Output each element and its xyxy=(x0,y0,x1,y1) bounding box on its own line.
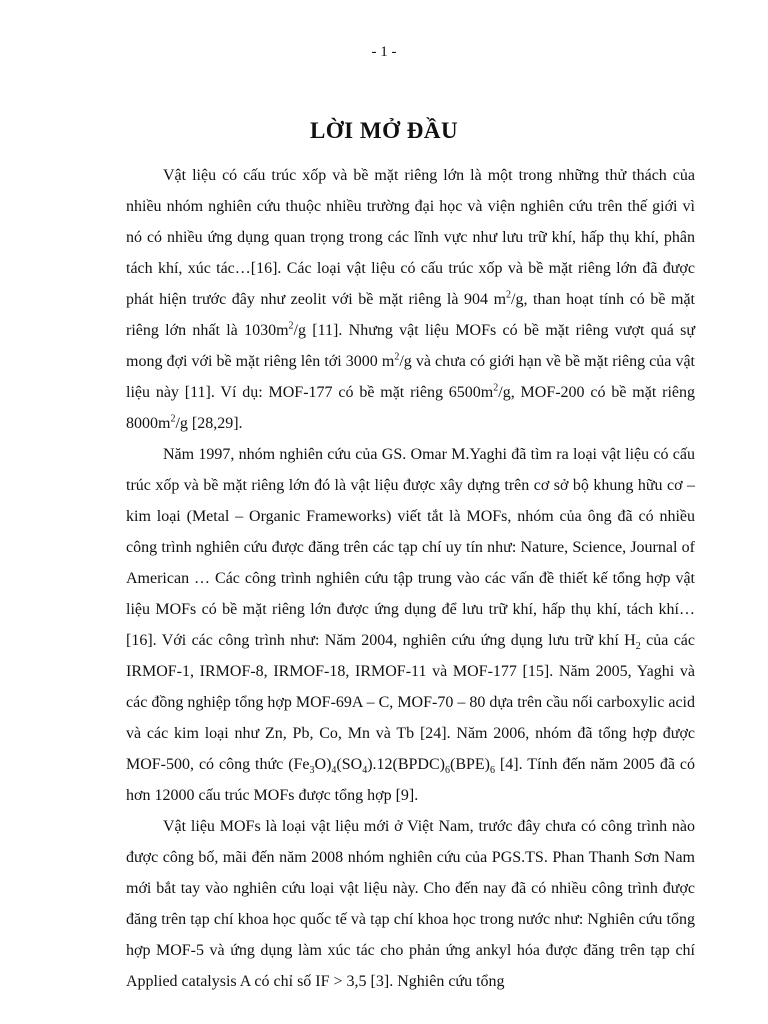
text-run: [4]. Tính đến năm 2005 đã có hơn 12000 cấu trúc MOFs được tổng hợp [9]. xyxy=(126,756,696,804)
paragraph-1 xyxy=(126,160,695,439)
superscript: 2 xyxy=(394,351,400,363)
superscript: 2 xyxy=(506,289,512,301)
text-run: O) xyxy=(314,756,332,773)
text-run: ).12(BPDC) xyxy=(367,756,445,773)
paragraph-2 xyxy=(126,439,695,811)
subscript: 6 xyxy=(444,765,450,777)
page-number: - 1 - xyxy=(371,44,397,60)
subscript: 4 xyxy=(331,765,337,777)
text-run: /g, MOF-200 có bề mặt riêng 8000m xyxy=(126,384,695,432)
paragraph-3 xyxy=(126,811,695,997)
text-run: /g và chưa có giới hạn về bề mặt riêng của vật liệu này [11]. Ví dụ: MOF-177 có bề mặt riêng 6500m xyxy=(126,353,696,401)
page-title: LỜI MỞ ĐẦU xyxy=(309,118,459,143)
document-body xyxy=(126,160,695,997)
text-run: Năm 1997, nhóm nghiên cứu của GS. Omar M.Yaghi đã tìm ra loại vật liệu có cấu trúc xốp và bề mặt riêng lớn đó là vật liệu được xây dựng trên cơ sở bộ khung hữu cơ – kim loại (Metal – Organic Frameworks) viết tắt là MOFs, nhóm của ông đã có nhiều công trình nghiên cứu được đăng trên các tạp chí uy tín như: Nature, Science, Journal of American … Các công trình nghiên cứu tập trung vào các vấn đề thiết kế tổng hợp vật liệu MOFs có bề mặt riêng lớn được ứng dụng để lưu trữ khí, hấp thụ khí, tách khí… [16]. Với các công trình như: Năm 2004, nghiên cứu ứng dụng lưu trữ khí H xyxy=(126,446,695,649)
superscript: 2 xyxy=(288,320,294,332)
subscript: 4 xyxy=(362,765,368,777)
text-run: /g [11]. Nhưng vật liệu MOFs có bề mặt riêng vượt quá sự mong đợi với bề mặt riêng lên tới 3000 m xyxy=(126,322,695,370)
superscript: 2 xyxy=(493,382,499,394)
text-run: (SO xyxy=(336,756,363,773)
text-run: /g, than hoạt tính có bề mặt riêng lớn nhất là 1030m xyxy=(126,291,696,339)
text-run: Vật liệu có cấu trúc xốp và bề mặt riêng lớn là một trong những thử thách của nhiều nhóm nghiên cứu thuộc nhiều trường đại học và viện nghiên cứu trên thế giới vì nó có nhiều ứng dụng quan trọng trong các lĩnh vực như lưu trữ khí, hấp thụ khí, phân tách khí, xúc tác…[16]. Các loại vật liệu có cấu trúc xốp và bề mặt riêng lớn đã được phát hiện trước đây như zeolit với bề mặt riêng là 904 m xyxy=(126,167,695,308)
text-run: Vật liệu MOFs là loại vật liệu mới ở Việt Nam, trước đây chưa có công trình nào được công bố, mãi đến năm 2008 nhóm nghiên cứu của PGS.TS. Phan Thanh Sơn Nam mới bắt tay vào nghiên cứu loại vật liệu này. Cho đến nay đã có nhiều công trình được đăng trên tạp chí khoa học quốc tế và tạp chí khoa học trong nước như: Nghiên cứu tổng hợp MOF-5 và ứng dụng làm xúc tác cho phản ứng ankyl hóa được đăng trên tạp chí Applied catalysis A có chỉ số IF > 3,5 [3]. Nghiên cứu tổng xyxy=(126,818,695,990)
text-run: của các IRMOF-1, IRMOF-8, IRMOF-18, IRMOF-11 và MOF-177 [15]. Năm 2005, Yaghi và các đồng nghiệp tổng hợp MOF-69A – C, MOF-70 – 80 dựa trên cầu nối carboxylic acid và các kim loại như Zn, Pb, Co, Mn và Tb [24]. Năm 2006, nhóm đã tổng hợp được MOF-500, có công thức (Fe xyxy=(126,632,695,773)
text-run: /g [28,29]. xyxy=(175,415,243,432)
text-run: (BPE) xyxy=(449,756,490,773)
subscript: 3 xyxy=(309,765,315,777)
subscript: 6 xyxy=(489,765,495,777)
superscript: 2 xyxy=(170,413,176,425)
subscript: 2 xyxy=(635,641,641,653)
